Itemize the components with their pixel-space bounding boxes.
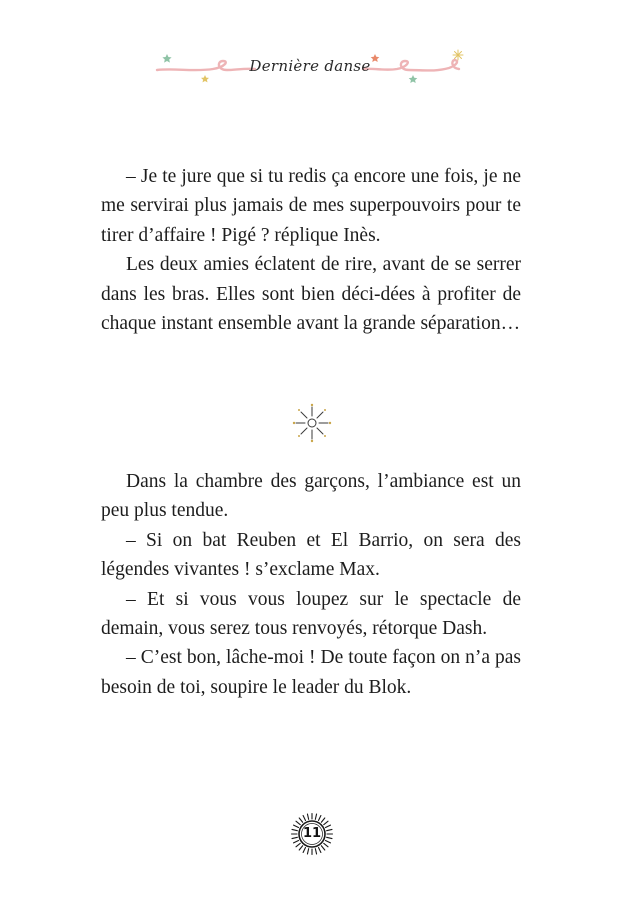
scene-break-ornament-icon bbox=[292, 403, 332, 443]
page-number: 11 bbox=[302, 826, 322, 841]
paragraph: – Et si vous vous loupez sur le spectacle de demain, vous serez tous renvoyés, rétorque Dash. bbox=[101, 588, 521, 640]
paragraph: – Si on bat Reuben et El Barrio, on sera des légendes vivantes ! s’exclame Max. bbox=[101, 529, 521, 581]
paragraph: – C’est bon, lâche-moi ! De toute façon on n’a pas besoin de toi, soupire le leader du Blok. bbox=[101, 647, 521, 698]
running-header bbox=[155, 48, 465, 88]
text-block-2 bbox=[101, 467, 521, 702]
text-block-1 bbox=[101, 162, 521, 338]
chapter-title: Dernière danse bbox=[249, 57, 371, 75]
paragraph: – Je te jure que si tu redis ça encore une fois, je ne me servirai plus jamais de mes superpouvoirs pour te tirer d’affaire ! Pigé ? réplique Inès. bbox=[101, 166, 521, 246]
paragraph: Les deux amies éclatent de rire, avant de se serrer dans les bras. Elles sont bien déci-​dées à profiter de chaque instant ensemble avant la grande séparation… bbox=[101, 254, 521, 335]
paragraph: Dans la chambre des garçons, l’ambiance est un peu plus tendue. bbox=[101, 471, 521, 522]
page-number-badge bbox=[290, 812, 334, 856]
